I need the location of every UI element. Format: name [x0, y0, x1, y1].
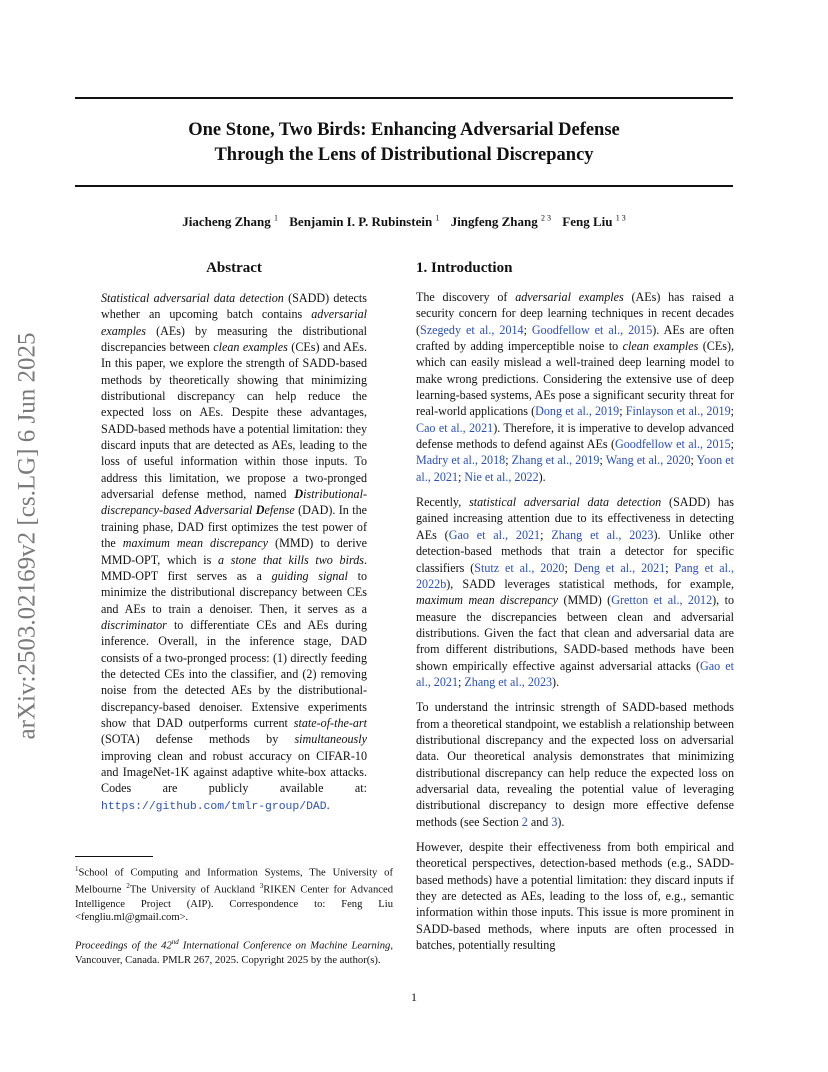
paper-title — [75, 118, 733, 168]
right-column — [416, 258, 734, 962]
abstract-heading: Abstract — [206, 260, 262, 276]
section-ref-link[interactable]: 2 — [521, 814, 528, 829]
arxiv-identifier: arXiv:2503.02169v2 [cs.LG] 6 Jun 2025 — [13, 332, 40, 740]
left-column — [75, 258, 393, 815]
section-ref-link[interactable]: 3 — [551, 814, 558, 829]
citation-link[interactable]: Gao et al., 2021 — [448, 527, 541, 542]
citation-link[interactable]: Gretton et al., 2012 — [611, 593, 713, 608]
intro-paragraph-1: The discovery of adversarial examples (AEs) has raised a security concern for deep learning techniques in recent decades (Szegedy et al., 2014; Goodfellow et al., 2015). AEs are often crafted by adding imperceptible noise to clean examples (CEs), which can easily mislead a well-trained deep learning model to make wrong predictions. Considering the extensive use of deep learning-based systems, AEs pose a significant security threat for real-world applications (Dong et al., 2019; Finlayson et al., 2019; Cao et al., 2021). Therefore, it is imperative to develop advanced defense methods to defend against AEs (Goodfellow et al., 2015; Madry et al., 2018; Zhang et al., 2019; Wang et al., 2020; Yoon et al., 2021; Nie et al., 2022). — [416, 290, 735, 484]
author: Jingfeng Zhang $^{2 3}$ — [450, 214, 551, 230]
affiliation-footnote: $^1$School of Computing and Information Systems, The University of Melbourne $^2$The University of Auckland $^3$RIKEN Center for Advanced Intelligence Project (AIP). Correspondence to: Feng Liu <fengliu.ml@gmail.com>. — [75, 865, 393, 924]
introduction-heading: 1. Introduction — [416, 260, 513, 276]
citation-link[interactable]: Nie et al., 2022 — [464, 469, 539, 484]
citation-link[interactable]: Yoon et al., 2021 — [416, 453, 735, 484]
citation-link[interactable]: Goodfellow et al., 2015 — [531, 322, 653, 337]
introduction-body — [416, 289, 734, 953]
proceedings-footnote: Proceedings of the 42nd International Conference on Machine Learning, Vancouver, Canada. PMLR 267, 2025. Copyright 2025 by the author(s). — [75, 938, 393, 966]
citation-link[interactable]: Szegedy et al., 2014 — [420, 322, 524, 337]
title-line-2: Through the Lens of Distributional Discrepancy — [214, 145, 594, 165]
abstract-text: Statistical adversarial data detection (SADD) detects whether an upcoming batch contains adversarial examples (AEs) by measuring the distributional discrepancies between clean examples (CEs) and AEs. In this paper, we explore the strength of SADD-based methods by theoretically showing that minimizing distributional discrepancy can help reduce the expected loss on AEs. Despite these advantages, SADD-based methods have a potential limitation: they discard inputs that are detected as AEs, leading to the loss of useful information within those inputs. To address this limitation, we propose a two-pronged adversarial defense method, named Distributional-discrepancy-based Adversarial Defense (DAD). In the training phase, DAD first optimizes the test power of the maximum mean discrepancy (MMD) to derive MMD-OPT, which is a stone that kills two birds. MMD-OPT first serves as a guiding signal to minimize the distributional discrepancy between CEs and AEs to train a denoiser. Then, it serves as a discriminator to differentiate CEs and AEs during inference. Overall, in the inference stage, DAD consists of a two-pronged process: (1) directly feeding the detected CEs into the classifier, and (2) removing noise from the detected AEs by the distributional-discrepancy-based denoiser. Extensive experiments show that DAD outperforms current state-of-the-art (SOTA) defense methods by simultaneously improving clean and robust accuracy on CIFAR-10 and ImageNet-1K against adaptive white-box attacks. Codes are publicly available at: https://github.com/tmlr-group/DAD. — [101, 291, 367, 813]
citation-link[interactable]: Finlayson et al., 2019 — [625, 404, 731, 419]
top-rule — [75, 97, 733, 99]
citation-link[interactable]: Madry et al., 2018 — [416, 453, 506, 468]
citation-link[interactable]: Stutz et al., 2020 — [474, 560, 565, 575]
citation-link[interactable]: Wang et al., 2020 — [605, 453, 691, 468]
author-list — [75, 214, 733, 230]
citation-link[interactable]: Zhang et al., 2023 — [464, 674, 553, 689]
citation-link[interactable]: Cao et al., 2021 — [416, 420, 494, 435]
author: Jiacheng Zhang $^1$ — [182, 214, 279, 230]
author: Feng Liu $^{1 3}$ — [562, 214, 626, 230]
footnotes — [75, 856, 393, 967]
citation-link[interactable]: Goodfellow et al., 2015 — [615, 437, 731, 452]
title-bottom-rule — [75, 185, 733, 187]
author: Benjamin I. P. Rubinstein $^1$ — [289, 214, 440, 230]
citation-link[interactable]: Zhang et al., 2023 — [551, 527, 654, 542]
citation-link[interactable]: Zhang et al., 2019 — [511, 453, 600, 468]
citation-link[interactable]: Deng et al., 2021 — [573, 560, 666, 575]
code-link[interactable]: https://github.com/tmlr-group/DAD — [101, 800, 327, 813]
intro-paragraph-4: However, despite their effectiveness from both empirical and theoretical perspectives, detection-based methods (e.g., SADD-based methods) have a potential limitation: they discard inputs if they are detected as AEs, leading to the loss of, e.g., semantic information within those inputs. This issue is more prominent in SADD-based methods, where inputs are often processed in batches, potentially resulting — [416, 840, 734, 953]
arxiv-sidebar — [4, 308, 50, 764]
citation-link[interactable]: Pang et al., 2022b — [416, 560, 734, 591]
citation-link[interactable]: Dong et al., 2019 — [535, 404, 620, 419]
page-number: 1 — [411, 990, 417, 1004]
footnote-rule — [75, 856, 153, 857]
intro-paragraph-3: To understand the intrinsic strength of SADD-based methods from a theoretical standpoint, we establish a relationship between distributional discrepancy and the expected loss on adversarial data. Our theoretical analysis demonstrates that minimizing distributional discrepancy can help reduce the expected loss on adversarial data, revealing the potential value of leveraging distributional discrepancy to design more effective defense methods (see Section 2 and 3). — [416, 700, 734, 829]
title-line-1: One Stone, Two Birds: Enhancing Adversarial Defense — [188, 120, 620, 140]
citation-link[interactable]: Gao et al., 2021 — [416, 658, 734, 689]
intro-paragraph-2: Recently, statistical adversarial data detection (SADD) has gained increasing attention due to its effectiveness in detecting AEs (Gao et al., 2021; Zhang et al., 2023). Unlike other detection-based methods that train a detector for specific classifiers (Stutz et al., 2020; Deng et al., 2021; Pang et al., 2022b), SADD leverages statistical methods, for example, maximum mean discrepancy (MMD) (Gretton et al., 2012), to measure the discrepancies between clean and adversarial distributions. Given the fact that clean and adversarial data are from different distributions, SADD-based methods have been shown empirically effective against adversarial attacks (Gao et al., 2021; Zhang et al., 2023). — [416, 495, 735, 689]
